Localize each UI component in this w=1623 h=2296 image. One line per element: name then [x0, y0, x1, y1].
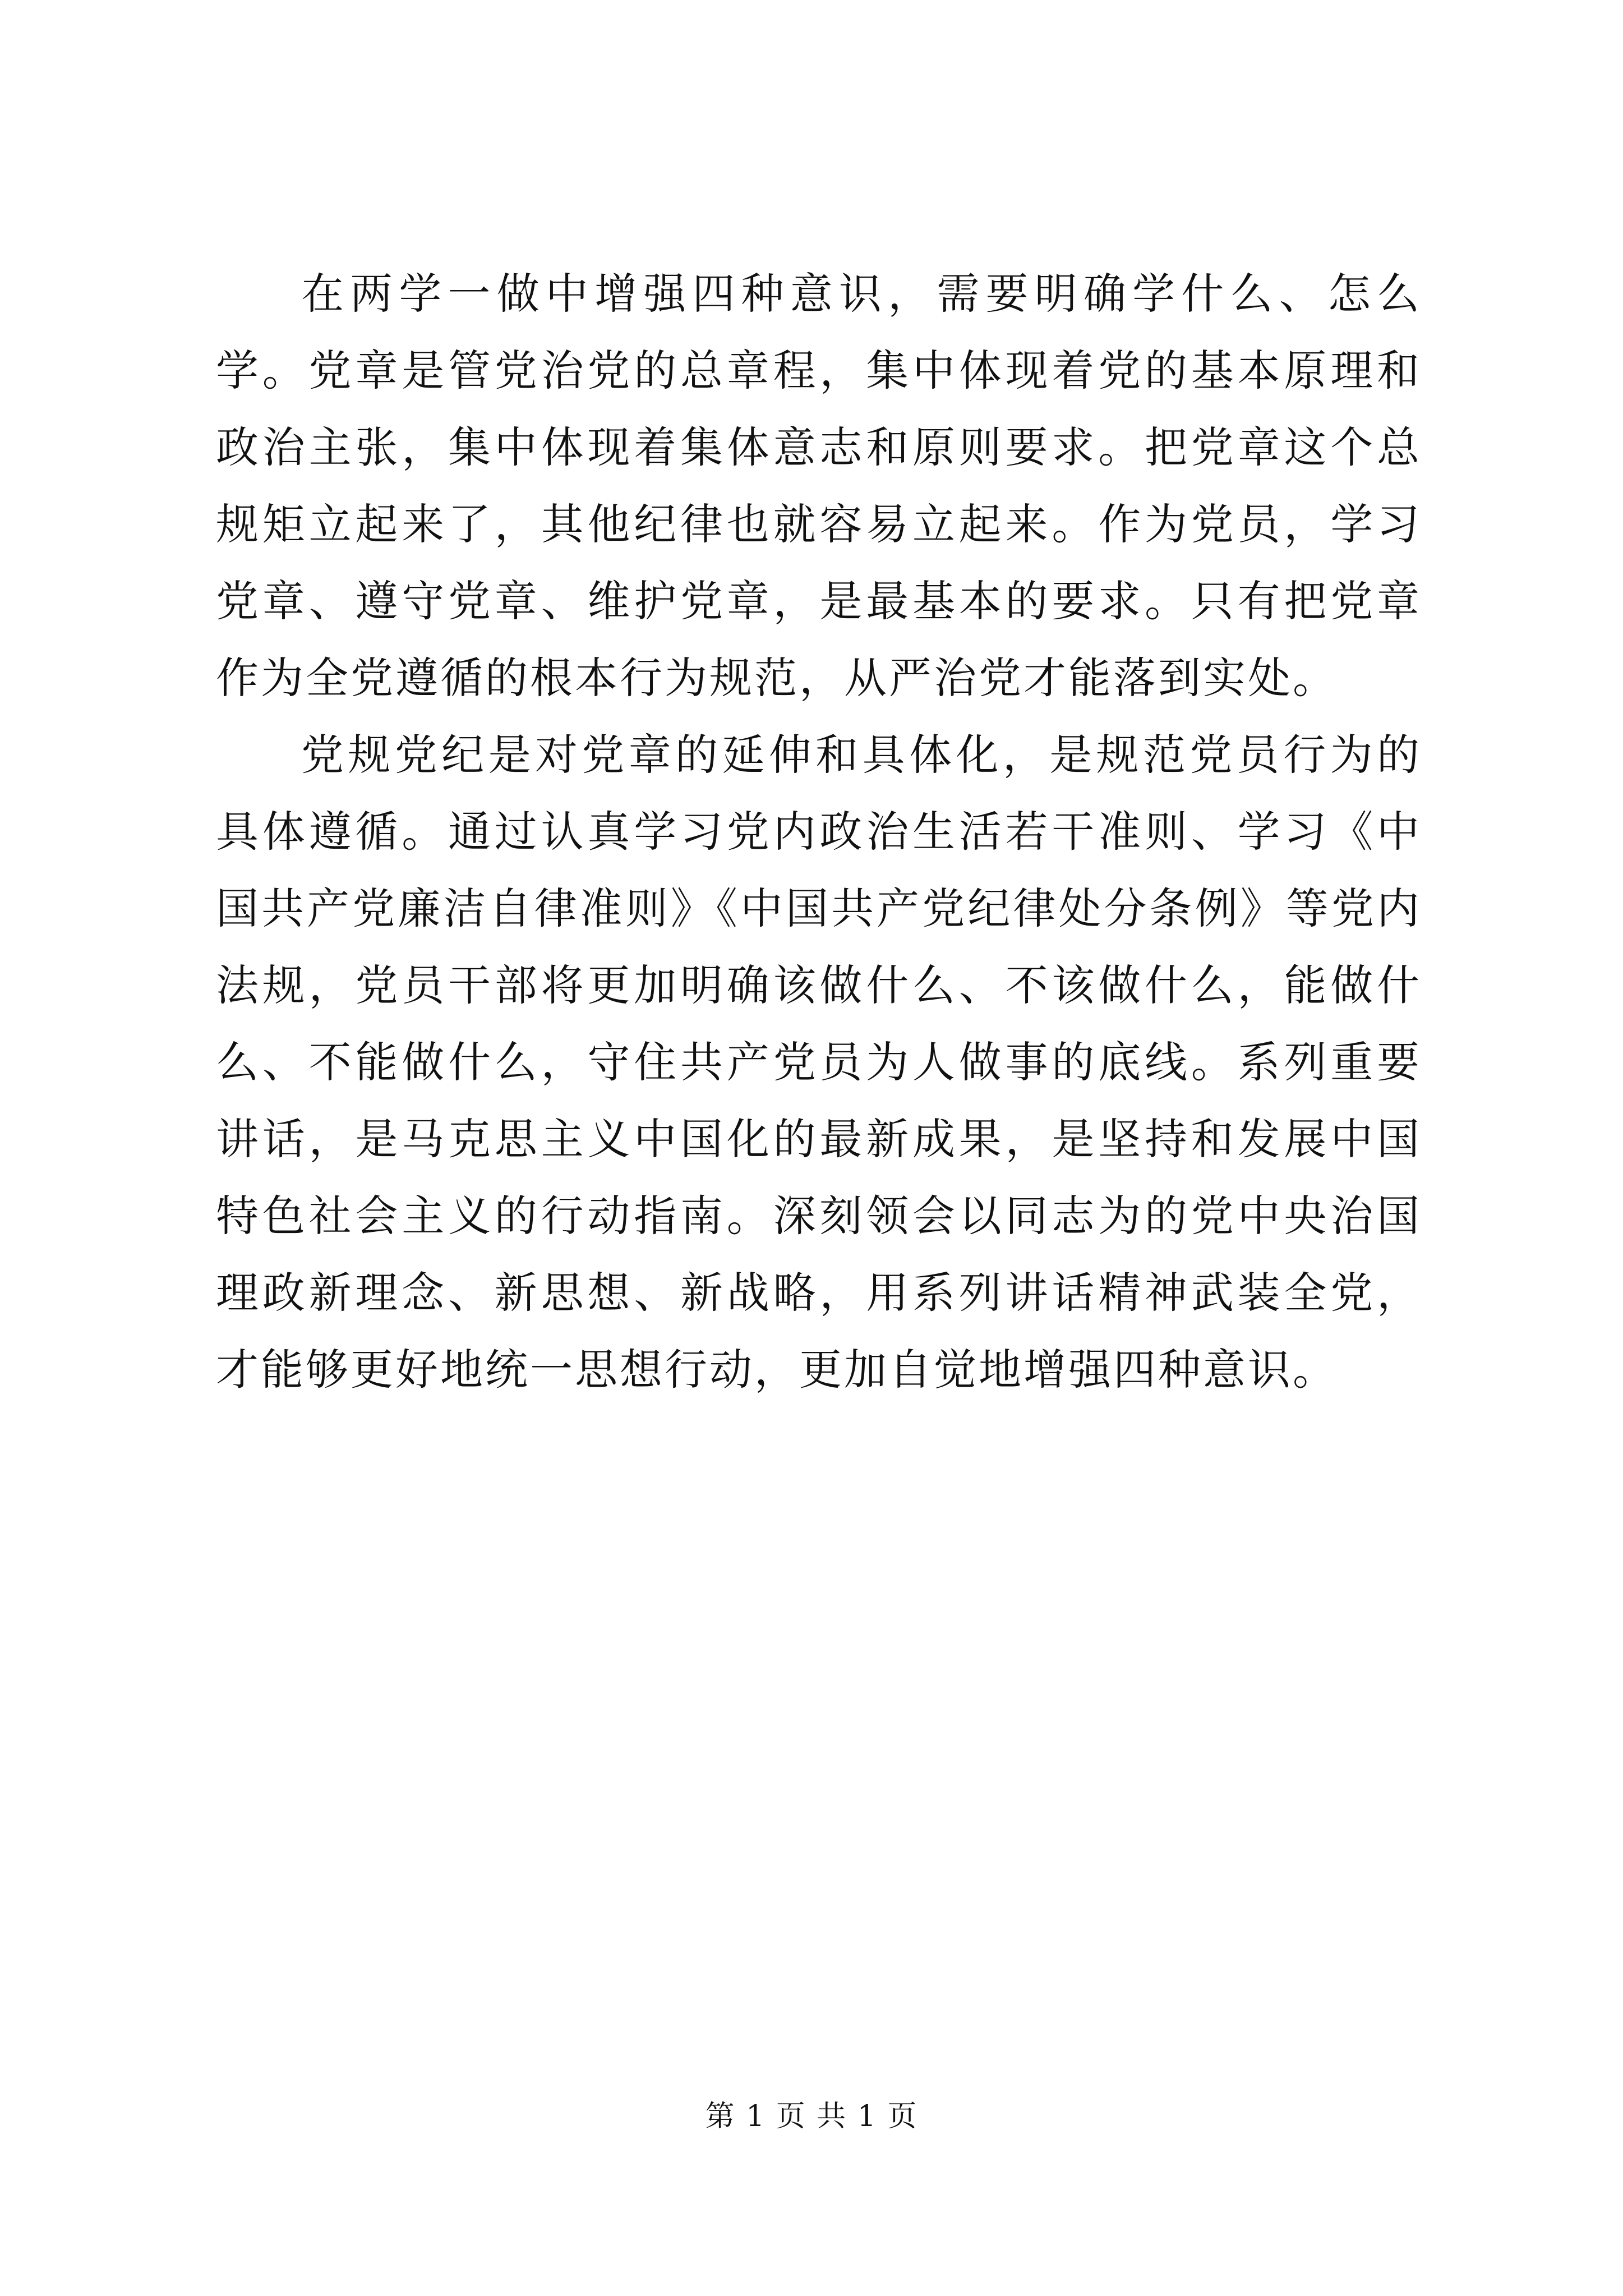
paragraph-2: 党规党纪是对党章的延伸和具体化，是规范党员行为的具体遵循。通过认真学习党内政治生活若干准则、学习《中国共产党廉洁自律准则》《中国共产党纪律处分条例》等党内法规，党员干部将更加明确该做什么、不该做什么，能做什么、不能做什么，守住共产党员为人做事的底线。系列重要讲话，是马克思主义中国化的最新成果，是坚持和发展中国特色社会主义的行动指南。深刻领会以同志为的党中央治国理政新理念、新思想、新战略，用系列讲话精神武装全党，才能够更好地统一思想行动，更加自觉地增强四种意识。: [216, 730, 1422, 1395]
page-number-footer: 第 1 页 共 1 页: [705, 2100, 918, 2133]
paragraph-1: 在两学一做中增强四种意识，需要明确学什么、怎么学。党章是管党治党的总章程，集中体现着党的基本原理和政治主张，集中体现着集体意志和原则要求。把党章这个总规矩立起来了，其他纪律也就容易立起来。作为党员，学习党章、遵守党章、维护党章，是最基本的要求。只有把党章作为全党遵循的根本行为规范，从严治党才能落到实处。: [216, 269, 1422, 703]
document-body: [216, 255, 1422, 1408]
